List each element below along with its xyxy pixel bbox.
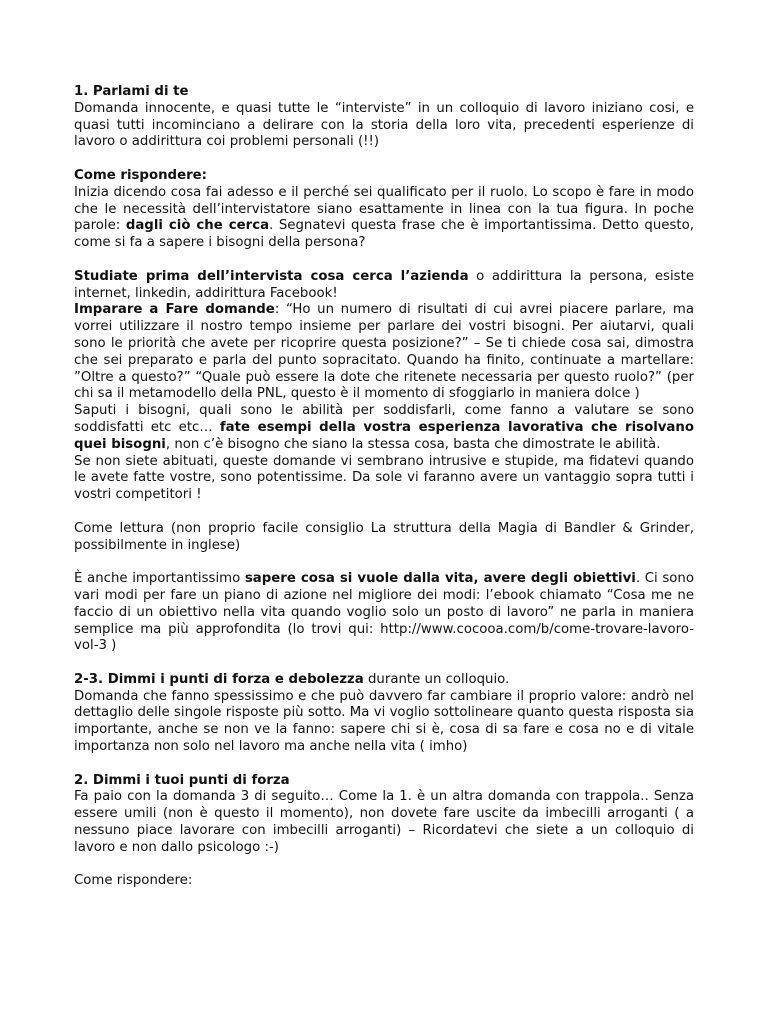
paragraph-gap [74, 655, 694, 672]
text-run: , non c’è bisogno che siano la stessa cosa, basta che dimostrate le abilità. [165, 436, 661, 452]
text-run: È anche importantissimo [74, 571, 245, 587]
text-run: Come rispondere: [74, 873, 193, 889]
text-run: o addirittura la persona, esiste internet, linkedin, addirittura Facebook! [74, 268, 694, 301]
document-page [74, 84, 694, 890]
paragraph [74, 84, 694, 101]
bold-text: 2. Dimmi i tuoi punti di forza [74, 772, 290, 788]
paragraph [74, 672, 694, 689]
paragraph-gap [74, 151, 694, 168]
paragraph [74, 689, 694, 756]
paragraph [74, 302, 694, 403]
bold-text: dagli ciò che cerca [125, 218, 270, 234]
paragraph-gap [74, 504, 694, 521]
text-run: . Ci sono vari modi per fare un piano di azione nel migliore dei modi: l’ebook chiamato “Cosa me ne faccio di un obiettivo nella vita quando voglio solo un posto di lavoro” ne parla in maniera semplice ma più approfondita (lo trovi qui: http://www.cocooa.com/b/come-trovare-lavoro-vol-3 ) [74, 571, 694, 654]
paragraph [74, 269, 694, 303]
paragraph [74, 873, 694, 890]
text-run: Come lettura (non proprio facile consiglio La struttura della Magia di Bandler & Grinder, possibilmente in inglese) [74, 520, 694, 553]
paragraph [74, 168, 694, 185]
paragraph-gap [74, 756, 694, 773]
paragraph-gap [74, 857, 694, 874]
text-run: durante un colloquio. [363, 671, 510, 687]
text-run: Saputi i bisogni, quali sono le abilità per soddisfarli, come fanno a valutare se sono soddisfatti etc etc… [74, 403, 694, 435]
text-run: . Segnatevi questa frase che è importantissima. Detto questo, come si fa a sapere i bisogni della persona? [74, 218, 694, 251]
paragraph [74, 101, 694, 151]
paragraph [74, 571, 694, 655]
bold-text: 1. Parlami di te [74, 84, 189, 99]
paragraph [74, 773, 694, 790]
text-run: Fa paio con la domanda 3 di seguito… Come la 1. è un altra domanda con trappola.. Senza essere umili (non è questo il momento), non dovete fare uscite da imbecilli arroganti ( a nessuno piace lavorare con imbecilli arroganti) – Ricordatevi che siete a un colloquio di lavoro e non dallo psicologo :-) [74, 789, 694, 855]
bold-text: Come rispondere: [74, 167, 207, 183]
text-run: : “Ho un numero di risultati di cui avrei piacere parlare, ma vorrei utilizzare il nostro tempo insieme per parlare dei vostri bisogni. Per aiutarvi, quali sono le priorità che avete per ricoprire questa posizione?” – Se ti chiede cosa sai, dimostra che sei preparato e parla del punto sopracitato. Quando ha finito, continuate a martellare: ”Oltre a questo?” “Quale può essere la dote che ritenete necessaria per questo ruolo?” (per chi sa il metamodello della PNL, questo è il momento di sfoggiarlo in maniera dolce ) [74, 302, 694, 402]
bold-text: 2-3. Dimmi i punti di forza e debolezza [74, 671, 364, 687]
text-run: Domanda innocente, e quasi tutte le “interviste” in un colloquio di lavoro iniziano cosi, e quasi tutti incominciano a delirare con la storia della loro vita, precedenti esperienze di lavoro o addirittura coi problemi personali (!!) [74, 100, 694, 150]
paragraph-gap [74, 554, 694, 571]
paragraph [74, 185, 694, 252]
text-run: Domanda che fanno spessissimo e che può davvero far cambiare il proprio valore: andrò nel dettaglio delle singole risposte più sotto. Ma vi voglio sottolineare quanto questa risposta sia importante, anche se non ve la fanno: sapere chi si è, cosa di sa fare e cosa no e di vitale importanza non solo nel lavoro ma anche nella vita ( imho) [74, 688, 694, 755]
paragraph [74, 521, 694, 555]
bold-text: Studiate prima dell’intervista cosa cerca l’azienda [74, 268, 469, 284]
bold-text: sapere cosa si vuole dalla vita, avere degli obiettivi [244, 571, 636, 587]
paragraph [74, 789, 694, 856]
paragraph [74, 403, 694, 453]
bold-text: fate esempi della vostra esperienza lavorativa che risolvano quei bisogni [74, 419, 695, 452]
paragraph-gap [74, 252, 694, 269]
bold-text: Imparare a Fare domande [74, 302, 275, 318]
text-run: Inizia dicendo cosa fai adesso e il perché sei qualificato per il ruolo. Lo scopo è fare in modo che le necessità dell’intervistatore siano esattamente in linea con la tua figura. In poche parole: [74, 184, 694, 234]
text-run: Se non siete abituati, queste domande vi sembrano intrusive e stupide, ma fidatevi quando le avete fatte vostre, sono potentissime. Da sole vi faranno avere un vantaggio sopra tutti i vostri competitori ! [74, 453, 694, 503]
paragraph [74, 454, 694, 504]
